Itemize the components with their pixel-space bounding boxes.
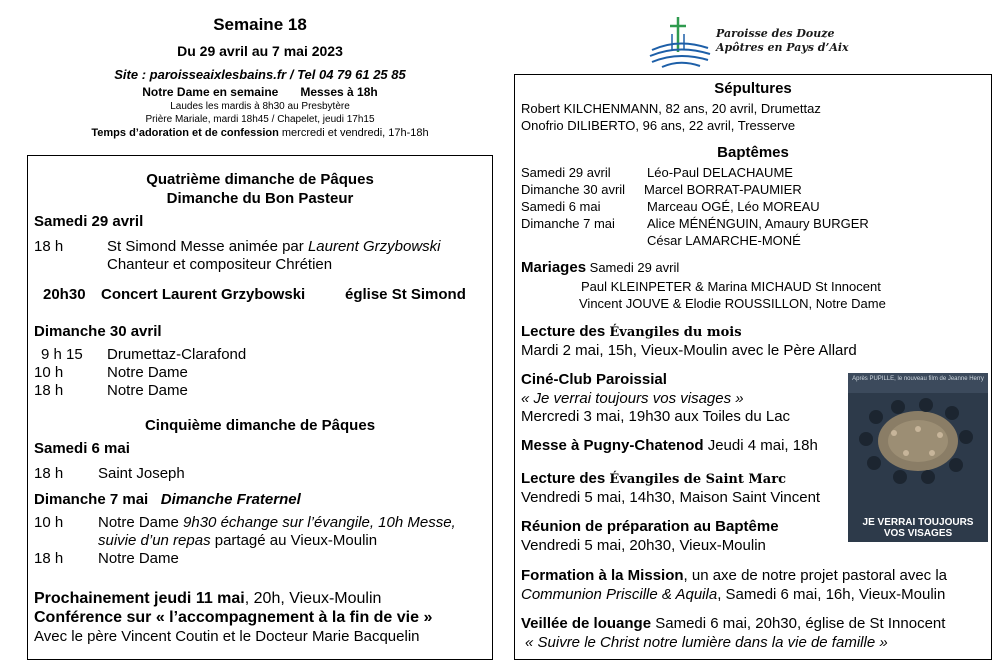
gospel-reading-info: Mardi 2 mai, 15h, Vieux-Moulin avec le Père Allard xyxy=(521,342,857,359)
mission-training-info: Communion Priscille & Aquila, Samedi 6 mai, 16h, Vieux-Moulin xyxy=(521,586,946,603)
sunday-7-time: 10 h xyxy=(34,514,64,531)
conference-title: Conférence sur « l’accompagnement à la fin de vie » xyxy=(34,609,433,626)
sunday-7-meal: suivie d’un repas partagé au Vieux-Moulin xyxy=(98,532,378,549)
week-title: Semaine 18 xyxy=(213,15,307,34)
cine-club-film: « Je verrai toujours vos visages » xyxy=(521,390,744,407)
funeral-entry: Robert KILCHENMANN, 82 ans, 20 avril, Drumettaz xyxy=(521,101,821,116)
baptism-names: Marceau OGÉ, Léo MOREAU xyxy=(647,199,820,214)
saturday-6-place: Saint Joseph xyxy=(98,465,185,482)
mission-training: Formation à la Mission, un axe de notre projet pastoral avec la xyxy=(521,567,948,584)
laudes-info: Laudes les mardis à 8h30 au Presbytère xyxy=(170,101,350,112)
sunday-7-event: Notre Dame 9h30 échange sur l’évangile, 10h Messe, xyxy=(98,514,456,531)
saturday-29-singer: Chanteur et compositeur Chrétien xyxy=(107,256,333,273)
sunday-7-evening-place: Notre Dame xyxy=(98,550,179,567)
fifth-sunday-title: Cinquième dimanche de Pâques xyxy=(144,417,376,434)
funerals-title: Sépultures xyxy=(714,80,792,97)
funeral-entry: Onofrio DILIBERTO, 96 ans, 22 avril, Tresserve xyxy=(521,118,796,133)
bulletin-header xyxy=(40,12,480,141)
concert-place: église St Simond xyxy=(345,286,466,303)
baptism-day: Dimanche 7 mai xyxy=(521,216,615,231)
upcoming-event: Prochainement jeudi 11 mai, 20h, Vieux-Moulin xyxy=(34,590,382,607)
saturday-6-time: 18 h xyxy=(34,465,64,482)
sunday-30-place: Notre Dame xyxy=(107,382,188,399)
praise-vigil-theme: « Suivre le Christ notre lumière dans la vie de famille » xyxy=(525,634,888,651)
baptism-names: Alice MÉNÉNGUIN, Amaury BURGER xyxy=(647,216,869,231)
sunday-30-time: 10 h xyxy=(34,364,64,381)
cine-club-title: Ciné-Club Paroissial xyxy=(521,371,667,388)
parish-news-panel xyxy=(514,74,992,660)
film-poster xyxy=(848,373,988,542)
baptism-day: Samedi 6 mai xyxy=(521,199,601,214)
sunday-30-place: Notre Dame xyxy=(107,364,188,381)
baptism-prep-title: Réunion de préparation au Baptême xyxy=(521,518,779,535)
site-and-phone: Site : paroisseaixlesbains.fr / Tel 04 79 61 25 85 xyxy=(114,67,406,82)
wedding-entry: Paul KLEINPETER & Marina MICHAUD St Innocent xyxy=(581,279,881,294)
saturday-29-event: St Simond Messe animée par Laurent Grzybowski xyxy=(107,238,441,255)
sunday-30-heading: Dimanche 30 avril xyxy=(34,323,162,340)
adoration-info: Temps d’adoration et de confession mercredi et vendredi, 17h-18h xyxy=(91,127,429,139)
parish-logo-text: Paroisse des Douze Apôtres en Pays d’Aix xyxy=(716,27,849,54)
priere-info: Prière Mariale, mardi 18h45 / Chapelet, jeudi 17h15 xyxy=(145,114,375,125)
baptism-prep-info: Vendredi 5 mai, 20h30, Vieux-Moulin xyxy=(521,537,766,554)
baptism-names: Marcel BORRAT-PAUMIER xyxy=(644,182,802,197)
sunday-30-time: 9 h 15 xyxy=(41,346,83,363)
baptisms-title: Baptêmes xyxy=(717,144,789,161)
mark-gospel-info: Vendredi 5 mai, 14h30, Maison Saint Vincent xyxy=(521,489,821,506)
saturday-29-time: 18 h xyxy=(34,238,64,255)
sunday-7-evening-time: 18 h xyxy=(34,550,64,567)
sunday-30-place: Drumettaz-Clarafond xyxy=(107,346,247,363)
saturday-29-heading: Samedi 29 avril xyxy=(34,213,144,230)
gospel-reading-title: Lecture des Évangiles du mois xyxy=(521,323,742,340)
concert-title: Concert Laurent Grzybowski xyxy=(101,286,306,303)
concert-time: 20h30 xyxy=(43,286,86,303)
pugny-mass: Messe à Pugny-Chatenod Jeudi 4 mai, 18h xyxy=(521,437,818,454)
mark-gospel-title: Lecture des Évangiles de Saint Marc xyxy=(521,470,786,487)
cine-club-info: Mercredi 3 mai, 19h30 aux Toiles du Lac xyxy=(521,408,791,425)
poster-title: JE VERRAI TOUJOURS VOS VISAGES xyxy=(862,517,974,539)
date-range: Du 29 avril au 7 mai 2023 xyxy=(177,43,343,59)
saturday-6-heading: Samedi 6 mai xyxy=(34,440,130,457)
sunday-30-time: 18 h xyxy=(34,382,64,399)
weekday-masses: Notre Dame en semaine Messes à 18h xyxy=(142,85,378,99)
water-waves-icon xyxy=(650,34,710,67)
baptism-day: Samedi 29 avril xyxy=(521,165,611,180)
baptism-day: Dimanche 30 avril xyxy=(521,182,626,197)
weddings-heading: Mariages Samedi 29 avril xyxy=(521,259,680,276)
fourth-sunday-title: Quatrième dimanche de Pâques xyxy=(146,171,374,188)
celebrations-panel xyxy=(27,155,493,660)
poster-tagline: Après PUPILLE, le nouveau film de Jeanne Herry xyxy=(852,376,984,382)
baptism-names: César LAMARCHE-MONÉ xyxy=(647,233,801,248)
praise-vigil: Veillée de louange Samedi 6 mai, 20h30, église de St Innocent xyxy=(521,615,946,632)
baptism-names: Léo-Paul DELACHAUME xyxy=(647,165,793,180)
conference-speakers: Avec le père Vincent Coutin et le Docteur Marie Bacquelin xyxy=(34,628,420,645)
good-shepherd-title: Dimanche du Bon Pasteur xyxy=(166,190,354,207)
sunday-7-heading: Dimanche 7 mai Dimanche Fraternel xyxy=(34,491,301,508)
wedding-entry: Vincent JOUVE & Elodie ROUSSILLON, Notre Dame xyxy=(579,296,886,311)
